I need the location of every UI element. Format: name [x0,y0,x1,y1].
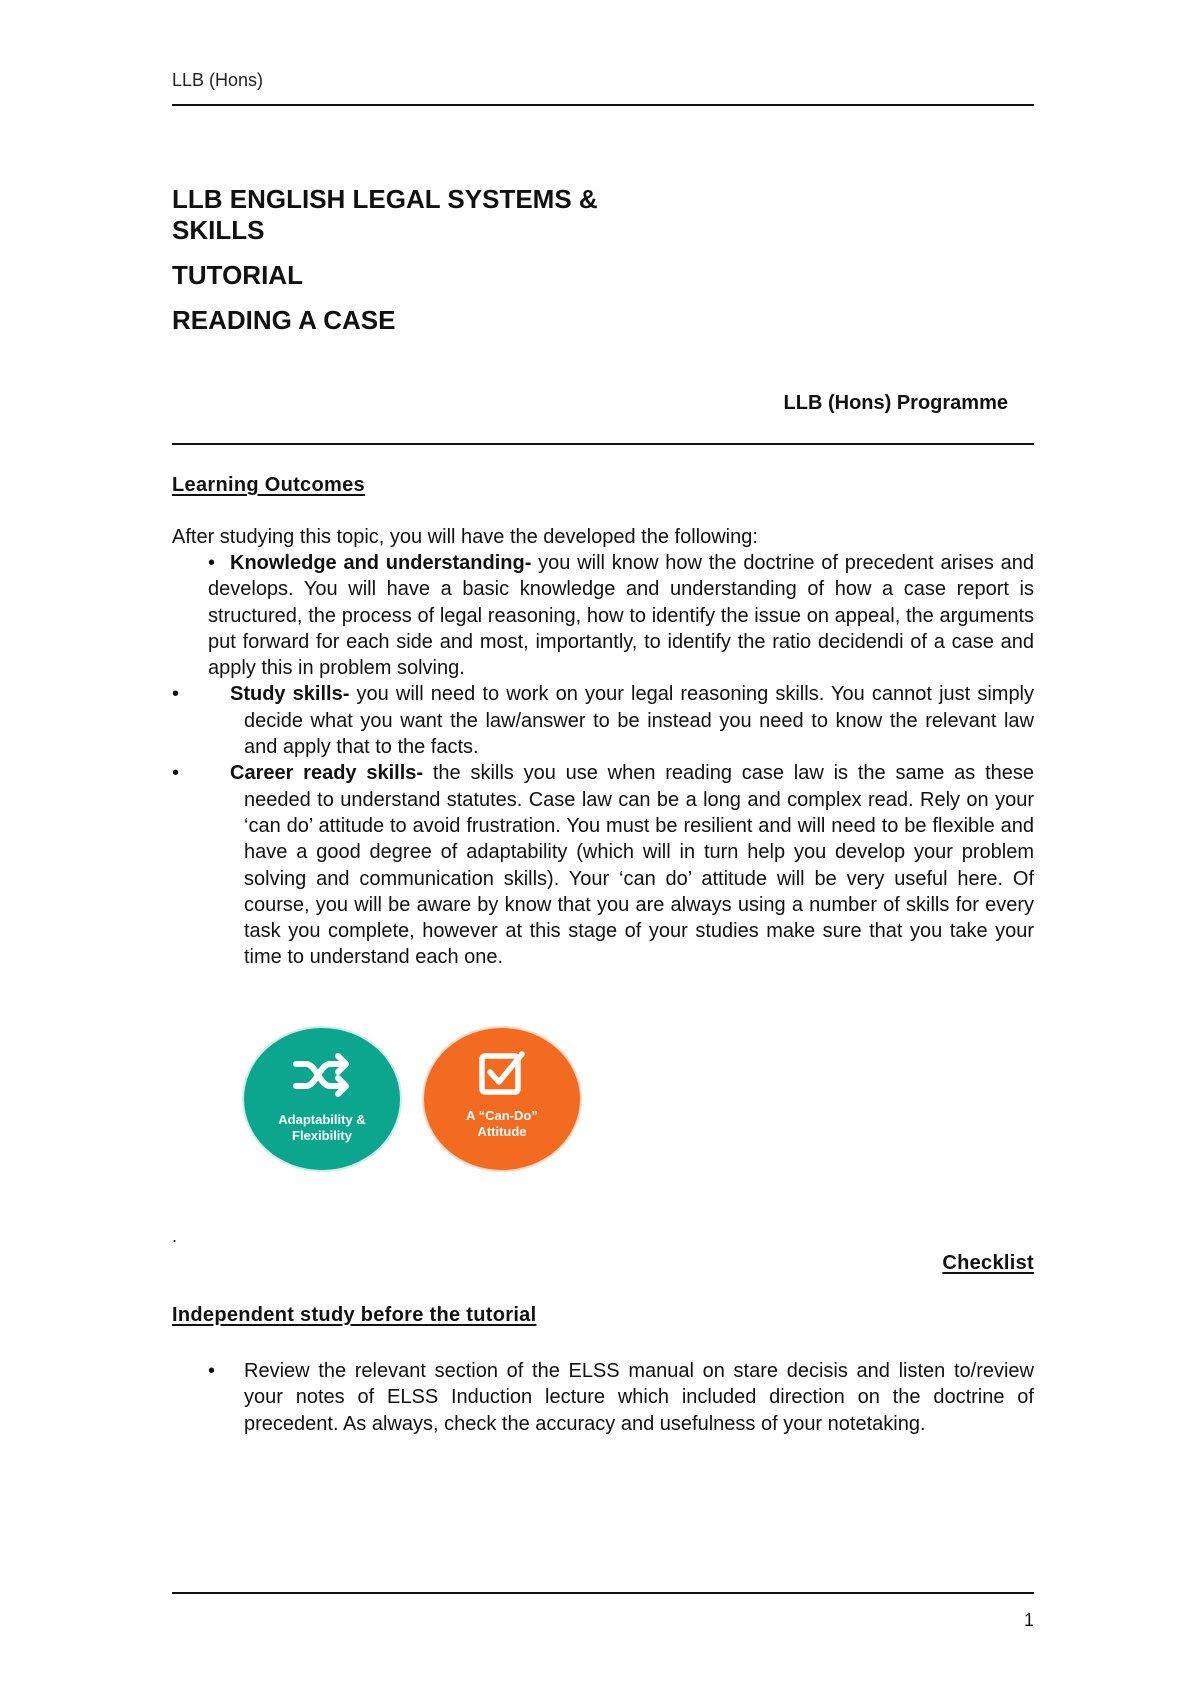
bullet-icon: • [208,1360,216,1382]
checkbox-icon [424,1028,580,1170]
outcome-text: the skills you use when reading case law is the same as these needed to understand statutes. Case law can be a long and complex read. Rely on your ‘can do’ attitude to avoid frustration. You must be resilient and will need to be flexible and have a good degree of adaptability (which will in turn help you develop your problem solving and communication skills). Your ‘can do’ attitude will be very useful here. Of course, you will be aware by know that you are always using a number of skills for every task you complete, however at this stage of your studies make sure that you take your time to understand each one. [244,762,1034,969]
study-item-text: Review the relevant section of the ELSS manual on stare decisis and listen to/review your notes of ELSS Induction lecture which included direction on the doctrine of precedent. As always, check the accuracy and usefulness of your notetaking. [244,1360,1034,1435]
stray-mark: . [172,1226,178,1246]
title-block [172,184,732,336]
list-item [172,1358,1034,1437]
list-item [172,681,1034,760]
list-item [172,550,1034,681]
independent-study-list [172,1358,1034,1437]
learning-outcomes-heading: Learning Outcomes [172,474,365,496]
title-line-3: TUTORIAL [172,260,303,290]
outcome-label: Knowledge and understanding- [230,552,532,574]
page-number: 1 [1023,1610,1034,1630]
bullet-icon: • [208,552,216,574]
title-line-4: READING A CASE [172,305,396,335]
adaptability-badge [244,1028,400,1170]
bullet-icon: • [172,762,180,785]
learning-outcomes-intro: After studying this topic, you will have the developed the following: [172,526,758,548]
outcome-label: Career ready skills- [230,762,424,785]
can-do-badge [424,1028,580,1170]
outcome-text: you will need to work on your legal reasoning skills. You cannot just simply decide what you want the law/answer to be instead you need to know the relevant law and apply that to the facts. [244,683,1035,759]
running-header: LLB (Hons) [172,70,264,90]
bullet-icon: • [172,683,180,706]
independent-study-heading: Independent study before the tutorial [172,1304,537,1326]
learning-outcomes-list [172,550,1034,971]
adaptability-label-line2: Flexibility [292,1128,352,1143]
skill-badges [244,1028,584,1178]
outcome-label: Study skills- [230,683,350,706]
list-item [172,760,1034,970]
programme-label: LLB (Hons) Programme [783,392,1008,414]
title-line-2: SKILLS [172,215,265,245]
outcome-text: you will know how the doctrine of precedent arises and develops. You will have a basic knowledge and understanding of how a case report is structured, the process of legal reasoning, how to identify the issue on appeal, the arguments put forward for each side and most, importantly, to identify the ratio decidendi of a case and apply this in problem solving. [208,552,1034,680]
can-do-label-line2: Attitude [477,1124,527,1139]
shuffle-icon [244,1028,400,1170]
adaptability-label-line1: Adaptability & [278,1112,366,1127]
can-do-label-line1: A “Can-Do” [466,1108,538,1123]
footer-rule [172,1592,1034,1594]
checklist-heading: Checklist [942,1252,1034,1274]
title-line-1: LLB ENGLISH LEGAL SYSTEMS & [172,184,598,214]
title-rule [172,443,1034,445]
header-rule [172,104,1034,106]
